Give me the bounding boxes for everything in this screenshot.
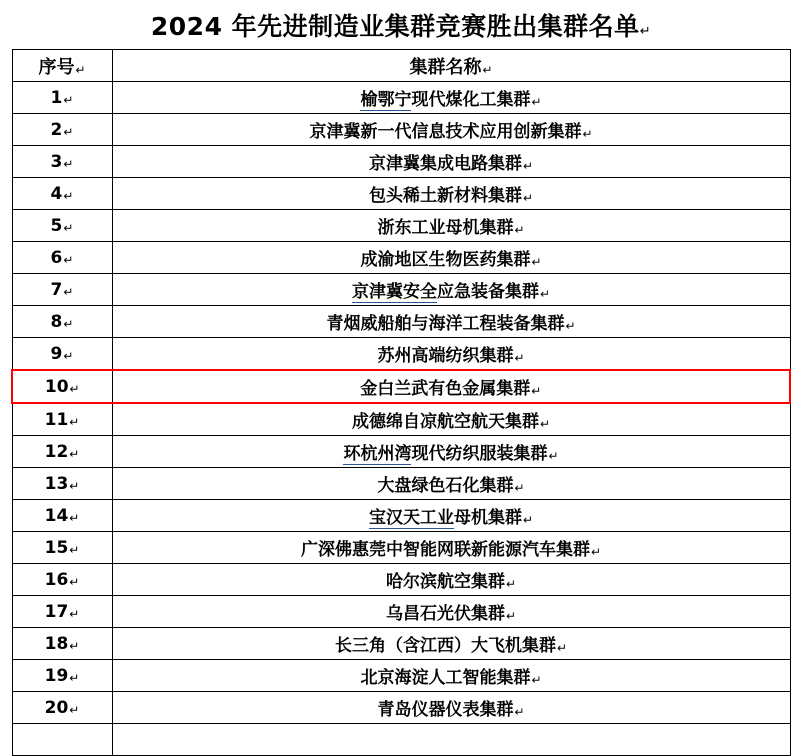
cluster-name-text: 乌昌石光伏集群 [385,604,505,624]
page-title [0,0,802,49]
cluster-name-text: 环杭州湾现代纺织服装集群 [343,444,548,464]
row-number-text: 16 [44,569,69,590]
underlined-segment: 榆鄂宁 [360,90,412,110]
table-row [12,564,790,596]
table-row [12,532,790,564]
cluster-name-text: 成德绵自凉航空航天集群 [351,412,539,432]
cluster-name-cell [112,532,790,564]
cluster-name-text: 青岛仪器仪表集群 [377,700,514,720]
column-header-name-label: 集群名称 [409,56,482,78]
cell-paragraph-mark: ↵ [514,223,525,237]
cell-paragraph-mark: ↵ [75,62,86,77]
cell-paragraph-mark: ↵ [505,577,517,591]
table-row [12,628,790,660]
cluster-name-cell [112,82,790,114]
row-number-cell [12,596,112,628]
table-row [12,82,790,114]
cell-paragraph-mark: ↵ [505,609,517,623]
table-row [12,692,790,724]
row-number-text: 10 [44,376,69,397]
row-number-text: 19 [44,665,69,686]
row-number-cell [12,338,112,371]
cluster-name-text: 榆鄂宁现代煤化工集群 [360,90,531,110]
title-paragraph-mark: ↵ [639,23,652,38]
underlined-segment: 宝汉天工业 [368,508,454,528]
table-row [12,660,790,692]
row-number-cell [12,306,112,338]
row-number-text: 17 [44,601,69,622]
cell-paragraph-mark: ↵ [69,702,80,717]
table-row [12,500,790,532]
column-header-no [12,50,112,82]
table-row [12,146,790,178]
cluster-name-text: 苏州高端纺织集群 [377,346,514,366]
column-header-no-label: 序号 [38,56,75,78]
row-number-text: 6 [50,247,63,268]
cell-paragraph-mark: ↵ [582,127,593,141]
cell-paragraph-mark: ↵ [63,92,74,107]
cell-paragraph-mark: ↵ [548,449,559,463]
table-row [12,596,790,628]
row-number-text: 9 [50,343,63,364]
row-number-cell [12,82,112,114]
column-header-name [112,50,790,82]
cluster-name-text: 哈尔滨航空集群 [385,572,505,592]
cluster-name-cell [112,114,790,146]
row-number-cell [12,274,112,306]
cluster-name-cell [112,468,790,500]
table-row [12,114,790,146]
cluster-name-text: 浙东工业母机集群 [377,218,514,238]
table-row-partial [12,724,790,756]
table-row [12,468,790,500]
row-number-text: 12 [44,441,69,462]
cell-paragraph-mark: ↵ [63,124,74,139]
cluster-name-text: 京津冀新一代信息技术应用创新集群 [309,122,582,142]
cluster-name-cell [112,178,790,210]
table-row [12,436,790,468]
cluster-list-table [11,49,791,756]
cell-paragraph-mark: ↵ [69,478,80,493]
cluster-name-cell [112,724,790,756]
table-row [12,403,790,436]
cell-paragraph-mark: ↵ [63,316,74,331]
cluster-name-cell [112,306,790,338]
cluster-name-cell [112,210,790,242]
underlined-segment: 京津冀安全 [351,282,437,302]
row-number-cell [12,403,112,436]
cluster-name-text: 京津冀集成电路集群 [368,154,522,174]
cell-paragraph-mark: ↵ [514,351,525,365]
row-number-cell [12,370,112,403]
table-row [12,306,790,338]
cell-paragraph-mark: ↵ [69,510,80,525]
table-row [12,178,790,210]
cell-paragraph-mark: ↵ [539,287,551,301]
cluster-name-cell [112,274,790,306]
cell-paragraph-mark: ↵ [531,255,542,269]
cell-paragraph-mark: ↵ [531,673,542,687]
cell-paragraph-mark: ↵ [531,384,542,398]
row-number-text: 4 [50,183,63,204]
cluster-name-text: 成渝地区生物医药集群 [360,250,531,270]
row-number-text: 5 [50,215,63,236]
cluster-name-text: 京津冀安全应急装备集群 [351,282,539,302]
row-number-text: 18 [44,633,69,654]
cluster-name-cell [112,500,790,532]
row-number-text: 7 [50,279,63,300]
row-number-cell [12,532,112,564]
cluster-name-text: 长三角（含江西）大飞机集群 [334,636,556,656]
table-header-row [12,50,790,82]
cell-paragraph-mark: ↵ [590,545,602,559]
row-number-cell [12,692,112,724]
cell-paragraph-mark: ↵ [63,284,74,299]
row-number-text: 2 [50,119,63,140]
row-number-cell [12,146,112,178]
cell-paragraph-mark: ↵ [69,542,80,557]
row-number-text: 13 [44,473,69,494]
cluster-name-cell [112,370,790,403]
cell-paragraph-mark: ↵ [482,62,493,77]
cell-paragraph-mark: ↵ [69,574,80,589]
table-row [12,242,790,274]
cluster-name-cell [112,403,790,436]
cluster-name-text: 广深佛惠莞中智能网联新能源汽车集群 [300,540,590,560]
table-row [12,274,790,306]
row-number-text: 8 [50,311,63,332]
cluster-name-cell [112,338,790,371]
cell-paragraph-mark: ↵ [69,638,80,653]
row-number-text: 1 [50,87,63,108]
page-title-text: 2024 年先进制造业集群竞赛胜出集群名单 [150,12,640,41]
row-number-cell [12,468,112,500]
underlined-segment: 环杭州湾 [343,444,412,464]
row-number-cell [12,178,112,210]
cluster-name-cell [112,436,790,468]
cell-paragraph-mark: ↵ [63,156,74,171]
cell-paragraph-mark: ↵ [69,381,80,396]
row-number-cell [12,500,112,532]
cluster-name-cell [112,660,790,692]
cluster-name-cell [112,146,790,178]
row-number-cell [12,242,112,274]
table-row [12,370,790,403]
cluster-name-text: 北京海淀人工智能集群 [360,668,531,688]
cluster-name-text: 宝汉天工业母机集群 [368,508,522,528]
cell-paragraph-mark: ↵ [556,641,568,655]
cluster-name-cell [112,596,790,628]
row-number-cell [12,564,112,596]
cell-paragraph-mark: ↵ [522,159,534,173]
cluster-name-text: 包头稀土新材料集群 [368,186,522,206]
cluster-name-cell [112,628,790,660]
cluster-name-cell [112,564,790,596]
cluster-name-cell [112,242,790,274]
row-number-cell [12,210,112,242]
row-number-cell [12,114,112,146]
row-number-cell [12,724,112,756]
row-number-text: 15 [44,537,69,558]
row-number-cell [12,660,112,692]
table-row [12,338,790,371]
cell-paragraph-mark: ↵ [69,414,80,429]
cluster-name-text: 大盘绿色石化集群 [377,476,514,496]
cell-paragraph-mark: ↵ [539,417,551,431]
table-row [12,210,790,242]
cell-paragraph-mark: ↵ [63,252,74,267]
cell-paragraph-mark: ↵ [531,95,542,109]
cell-paragraph-mark: ↵ [514,481,525,495]
row-number-cell [12,436,112,468]
row-number-cell [12,628,112,660]
row-number-text: 20 [44,697,69,718]
cell-paragraph-mark: ↵ [69,670,80,685]
row-number-text: 3 [50,151,63,172]
cell-paragraph-mark: ↵ [63,348,74,363]
cell-paragraph-mark: ↵ [63,220,74,235]
cell-paragraph-mark: ↵ [522,191,534,205]
cell-paragraph-mark: ↵ [69,446,80,461]
cluster-name-cell [112,692,790,724]
cell-paragraph-mark: ↵ [565,319,576,333]
row-number-text: 14 [44,505,69,526]
row-number-text: 11 [44,409,69,430]
cell-paragraph-mark: ↵ [522,513,534,527]
cell-paragraph-mark: ↵ [63,188,74,203]
cluster-name-text: 青烟威船舶与海洋工程装备集群 [326,314,565,334]
cluster-name-text: 金白兰武有色金属集群 [360,379,531,399]
cell-paragraph-mark: ↵ [514,705,525,719]
cell-paragraph-mark: ↵ [69,606,80,621]
